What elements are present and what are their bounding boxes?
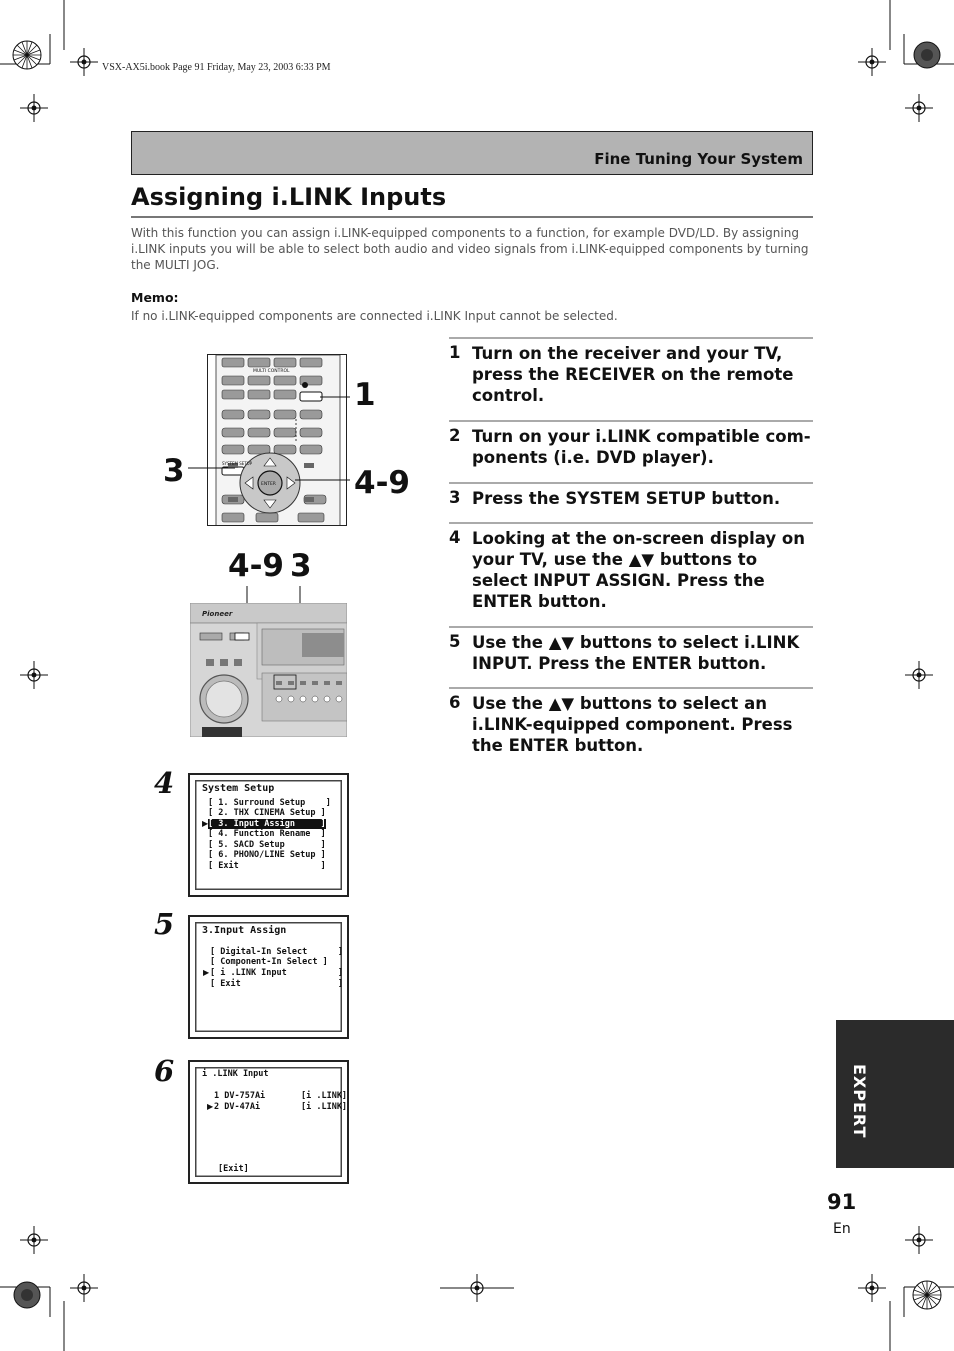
osd-cursor-icon: ▶ [203, 968, 210, 977]
osd-title: System Setup [202, 783, 275, 794]
step-6 [449, 687, 813, 756]
receiver-front-panel-drawing [190, 603, 347, 737]
enter-label: ENTER [261, 482, 276, 487]
expert-side-tab [836, 1020, 954, 1168]
osd-row: [ 1. Surround Setup ] [208, 798, 331, 808]
screen-number-6: 6 [154, 1054, 175, 1088]
step-text: Turn on the receiver and your TV, press the RECEIVER on the remote control. [472, 344, 794, 405]
section-title: Fine Tuning Your System [594, 150, 803, 168]
memo-text: If no i.LINK-equipped components are connected i.LINK Input cannot be selected. [131, 309, 618, 323]
osd-row-selected: [ 3. Input Assign ] [208, 819, 326, 829]
step-text: Looking at the on-screen display on your TV, use the ▲▼ buttons to select INPUT ASSIGN. Press the ENTER button. [472, 529, 805, 611]
step-text: Turn on your i.LINK compatible com- ponents (i.e. DVD player). [472, 427, 811, 467]
step-text: Press the SYSTEM SETUP button. [472, 489, 781, 508]
screen-number-4: 4 [154, 766, 175, 800]
page-number: 91 [827, 1190, 857, 1214]
osd-row: [ 2. THX CINEMA Setup ] [208, 808, 326, 818]
step-number: 1 [449, 343, 461, 362]
screen-number-5: 5 [154, 907, 175, 941]
osd-screen-system-setup [188, 773, 349, 897]
step-3 [449, 482, 813, 509]
remote-callout-leaders [180, 380, 360, 500]
step-1 [449, 337, 813, 406]
osd-row: [ Exit ] [210, 979, 344, 989]
multi-control-label: MULTI CONTROL [253, 369, 290, 374]
remote-callout-1: 1 [354, 377, 376, 413]
osd-title: i .LINK Input [202, 1069, 269, 1079]
receiver-front-panel-illustration [190, 603, 347, 737]
osd-row: [ 4. Function Rename ] [208, 829, 326, 839]
osd-row-selected: [ i .LINK Input ] [210, 968, 344, 978]
page-title: Assigning i.LINK Inputs [131, 183, 447, 211]
step-5 [449, 626, 813, 674]
receiver-callout-4-9: 4-9 [228, 548, 285, 584]
step-number: 2 [449, 426, 461, 445]
page-language: En [833, 1221, 851, 1237]
receiver-brand-logo: Pioneer [202, 610, 233, 618]
remote-callout-4-9: 4-9 [354, 465, 411, 501]
system-setup-label: SYSTEM SETUP [222, 461, 253, 466]
print-book-line: VSX-AX5i.book Page 91 Friday, May 23, 2003 6:33 PM [102, 62, 331, 73]
step-text: Use the ▲▼ buttons to select an i.LINK-equipped component. Press the ENTER button. [472, 694, 793, 755]
osd-row: [ Digital-In Select ] [210, 947, 344, 957]
intro-paragraph: With this function you can assign i.LINK-equipped components to a function, for example DVD/LD. By assigning i.LINK inputs you will be able to select both audio and video signals from i.LINK-equipped components by turning the MULTI JOG. [131, 226, 809, 272]
title-rule [131, 216, 813, 218]
osd-row-selected: 2 DV-47Ai [i .LINK] [214, 1102, 348, 1112]
step-number: 6 [449, 693, 461, 712]
expert-tab-label: EXPERT [850, 1064, 869, 1139]
osd-row: 1 DV-757Ai [i .LINK] [214, 1091, 348, 1101]
step-text: Use the ▲▼ buttons to select i.LINK INPUT. Press the ENTER button. [472, 633, 800, 673]
memo-label: Memo: [131, 290, 179, 305]
osd-row: [ Exit ] [208, 861, 326, 871]
osd-title: 3.Input Assign [202, 925, 287, 936]
step-number: 5 [449, 632, 461, 651]
osd-cursor-icon: ▶ [202, 819, 209, 828]
osd-row: [ 5. SACD Setup ] [208, 840, 326, 850]
osd-screen-ilink-input [188, 1060, 349, 1184]
osd-footer-exit: [Exit] [218, 1164, 249, 1174]
step-number: 3 [449, 488, 461, 507]
step-2 [449, 420, 813, 468]
step-number: 4 [449, 528, 461, 547]
step-4 [449, 522, 813, 612]
section-header-band [131, 131, 813, 175]
osd-cursor-icon: ▶ [207, 1102, 214, 1111]
remote-callout-3: 3 [163, 453, 185, 489]
osd-row: [ Component-In Select ] [210, 957, 328, 967]
receiver-callout-3: 3 [290, 548, 312, 584]
osd-screen-input-assign [188, 915, 349, 1039]
osd-row: [ 6. PHONO/LINE Setup ] [208, 850, 326, 860]
